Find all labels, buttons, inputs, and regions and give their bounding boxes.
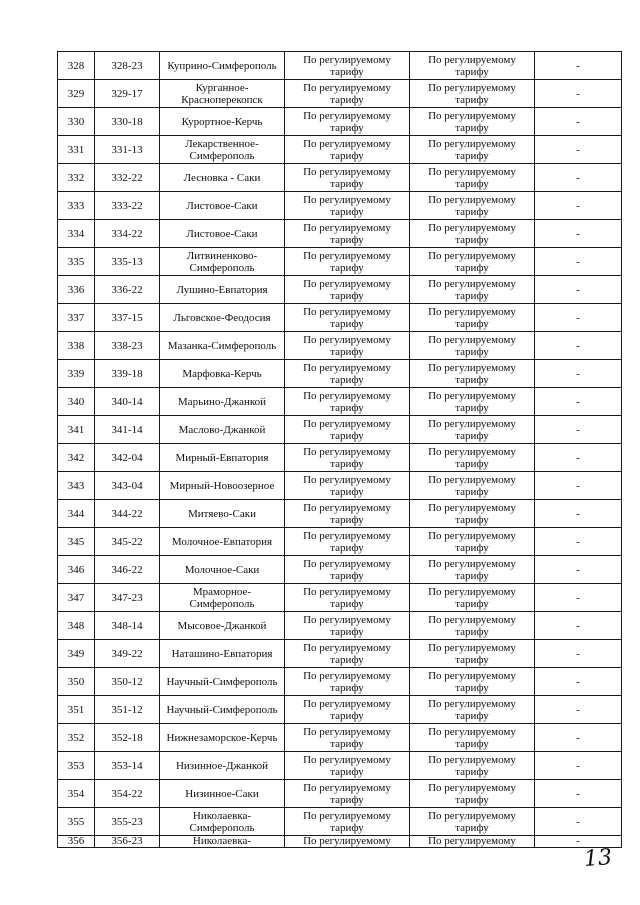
table-row — [58, 640, 622, 668]
row-number: 337 — [58, 304, 95, 332]
tariff-cell-1: По регулируемому — [285, 836, 410, 848]
tariff-cell-1: По регулируемому тарифу — [285, 136, 410, 164]
row-number: 344 — [58, 500, 95, 528]
route-name: Мирный-Евпатория — [160, 444, 285, 472]
tariff-cell-1: По регулируемому тарифу — [285, 500, 410, 528]
route-name: Мраморное-Симферополь — [160, 584, 285, 612]
dash-cell: - — [535, 584, 622, 612]
row-number: 343 — [58, 472, 95, 500]
tariff-cell-2: По регулируемому тарифу — [410, 108, 535, 136]
route-name: Молочное-Саки — [160, 556, 285, 584]
row-number: 333 — [58, 192, 95, 220]
tariff-cell-2: По регулируемому тарифу — [410, 696, 535, 724]
tariff-cell-1: По регулируемому тарифу — [285, 80, 410, 108]
tariff-cell-1: По регулируемому тарифу — [285, 164, 410, 192]
tariff-cell-1: По регулируемому тарифу — [285, 304, 410, 332]
route-name: Льговское-Феодосия — [160, 304, 285, 332]
dash-cell: - — [535, 360, 622, 388]
dash-cell: - — [535, 808, 622, 836]
table-row — [58, 612, 622, 640]
route-code: 353-14 — [95, 752, 160, 780]
route-name: Научный-Симферополь — [160, 696, 285, 724]
route-code: 345-22 — [95, 528, 160, 556]
tariff-cell-2: По регулируемому тарифу — [410, 164, 535, 192]
table-row — [58, 444, 622, 472]
tariff-cell-2: По регулируемому тарифу — [410, 556, 535, 584]
row-number: 338 — [58, 332, 95, 360]
row-number: 348 — [58, 612, 95, 640]
routes-table — [57, 51, 622, 848]
dash-cell: - — [535, 332, 622, 360]
route-name: Листовое-Саки — [160, 220, 285, 248]
dash-cell: - — [535, 192, 622, 220]
route-name: Мирный-Новоозерное — [160, 472, 285, 500]
route-name: Литвиненково-Симферополь — [160, 248, 285, 276]
route-code: 342-04 — [95, 444, 160, 472]
row-number: 331 — [58, 136, 95, 164]
routes-table-body — [58, 52, 622, 848]
tariff-cell-2: По регулируемому тарифу — [410, 304, 535, 332]
tariff-cell-2: По регулируемому тарифу — [410, 416, 535, 444]
route-name: Мазанка-Симферополь — [160, 332, 285, 360]
row-number: 328 — [58, 52, 95, 80]
route-name: Листовое-Саки — [160, 192, 285, 220]
tariff-cell-1: По регулируемому тарифу — [285, 472, 410, 500]
route-code: 336-22 — [95, 276, 160, 304]
row-number: 355 — [58, 808, 95, 836]
route-code: 329-17 — [95, 80, 160, 108]
tariff-cell-1: По регулируемому тарифу — [285, 108, 410, 136]
route-name: Лушино-Евпатория — [160, 276, 285, 304]
dash-cell: - — [535, 80, 622, 108]
route-code: 346-22 — [95, 556, 160, 584]
dash-cell: - — [535, 388, 622, 416]
route-name: Молочное-Евпатория — [160, 528, 285, 556]
route-code: 335-13 — [95, 248, 160, 276]
table-row — [58, 192, 622, 220]
table-row — [58, 304, 622, 332]
route-code: 354-22 — [95, 780, 160, 808]
tariff-cell-2: По регулируемому тарифу — [410, 528, 535, 556]
route-name: Митяево-Саки — [160, 500, 285, 528]
tariff-cell-1: По регулируемому тарифу — [285, 332, 410, 360]
row-number: 353 — [58, 752, 95, 780]
route-code: 344-22 — [95, 500, 160, 528]
dash-cell: - — [535, 836, 622, 848]
row-number: 345 — [58, 528, 95, 556]
route-name: Марьино-Джанкой — [160, 388, 285, 416]
dash-cell: - — [535, 780, 622, 808]
table-row — [58, 108, 622, 136]
row-number: 352 — [58, 724, 95, 752]
table-row — [58, 584, 622, 612]
tariff-cell-1: По регулируемому тарифу — [285, 52, 410, 80]
route-code: 352-18 — [95, 724, 160, 752]
route-code: 331-13 — [95, 136, 160, 164]
row-number: 356 — [58, 836, 95, 848]
route-code: 343-04 — [95, 472, 160, 500]
tariff-cell-1: По регулируемому тарифу — [285, 808, 410, 836]
route-name: Куприно-Симферополь — [160, 52, 285, 80]
route-name: Мысовое-Джанкой — [160, 612, 285, 640]
dash-cell: - — [535, 752, 622, 780]
tariff-cell-2: По регулируемому тарифу — [410, 136, 535, 164]
tariff-cell-1: По регулируемому тарифу — [285, 584, 410, 612]
dash-cell: - — [535, 248, 622, 276]
dash-cell: - — [535, 108, 622, 136]
route-code: 338-23 — [95, 332, 160, 360]
dash-cell: - — [535, 696, 622, 724]
tariff-cell-1: По регулируемому тарифу — [285, 248, 410, 276]
row-number: 341 — [58, 416, 95, 444]
dash-cell: - — [535, 304, 622, 332]
table-row — [58, 248, 622, 276]
table-row — [58, 332, 622, 360]
dash-cell: - — [535, 220, 622, 248]
route-code: 340-14 — [95, 388, 160, 416]
table-row — [58, 752, 622, 780]
route-code: 350-12 — [95, 668, 160, 696]
route-name: Марфовка-Керчь — [160, 360, 285, 388]
dash-cell: - — [535, 164, 622, 192]
dash-cell: - — [535, 52, 622, 80]
row-number: 329 — [58, 80, 95, 108]
dash-cell: - — [535, 556, 622, 584]
row-number: 339 — [58, 360, 95, 388]
table-row — [58, 220, 622, 248]
tariff-cell-2: По регулируемому тарифу — [410, 472, 535, 500]
route-code: 333-22 — [95, 192, 160, 220]
tariff-cell-1: По регулируемому тарифу — [285, 192, 410, 220]
tariff-cell-2: По регулируемому — [410, 836, 535, 848]
route-name: Лекарственное-Симферополь — [160, 136, 285, 164]
route-code: 337-15 — [95, 304, 160, 332]
table-row — [58, 276, 622, 304]
table-row — [58, 472, 622, 500]
row-number: 349 — [58, 640, 95, 668]
row-number: 354 — [58, 780, 95, 808]
route-code: 355-23 — [95, 808, 160, 836]
tariff-cell-1: По регулируемому тарифу — [285, 276, 410, 304]
tariff-cell-2: По регулируемому тарифу — [410, 780, 535, 808]
route-code: 332-22 — [95, 164, 160, 192]
row-number: 342 — [58, 444, 95, 472]
route-code: 347-23 — [95, 584, 160, 612]
tariff-cell-2: По регулируемому тарифу — [410, 640, 535, 668]
dash-cell: - — [535, 528, 622, 556]
dash-cell: - — [535, 276, 622, 304]
route-code: 349-22 — [95, 640, 160, 668]
route-name: Нижнезаморское-Керчь — [160, 724, 285, 752]
tariff-cell-2: По регулируемому тарифу — [410, 500, 535, 528]
route-code: 330-18 — [95, 108, 160, 136]
tariff-cell-2: По регулируемому тарифу — [410, 52, 535, 80]
route-name: Курганное-Красноперекопск — [160, 80, 285, 108]
tariff-cell-2: По регулируемому тарифу — [410, 388, 535, 416]
tariff-cell-2: По регулируемому тарифу — [410, 724, 535, 752]
tariff-cell-2: По регулируемому тарифу — [410, 752, 535, 780]
row-number: 335 — [58, 248, 95, 276]
route-name: Наташино-Евпатория — [160, 640, 285, 668]
table-row-partial — [58, 836, 622, 848]
route-name: Николаевка- — [160, 836, 285, 848]
row-number: 350 — [58, 668, 95, 696]
route-name: Научный-Симферополь — [160, 668, 285, 696]
tariff-cell-2: По регулируемому тарифу — [410, 612, 535, 640]
tariff-cell-1: По регулируемому тарифу — [285, 444, 410, 472]
route-code: 328-23 — [95, 52, 160, 80]
route-code: 339-18 — [95, 360, 160, 388]
row-number: 351 — [58, 696, 95, 724]
tariff-cell-1: По регулируемому тарифу — [285, 724, 410, 752]
dash-cell: - — [535, 724, 622, 752]
row-number: 332 — [58, 164, 95, 192]
table-row — [58, 724, 622, 752]
tariff-cell-2: По регулируемому тарифу — [410, 220, 535, 248]
dash-cell: - — [535, 668, 622, 696]
table-row — [58, 668, 622, 696]
route-name: Низинное-Джанкой — [160, 752, 285, 780]
route-name: Курортное-Керчь — [160, 108, 285, 136]
tariff-cell-2: По регулируемому тарифу — [410, 668, 535, 696]
dash-cell: - — [535, 444, 622, 472]
row-number: 336 — [58, 276, 95, 304]
table-row — [58, 136, 622, 164]
table-row — [58, 808, 622, 836]
row-number: 340 — [58, 388, 95, 416]
tariff-cell-1: По регулируемому тарифу — [285, 388, 410, 416]
tariff-cell-2: По регулируемому тарифу — [410, 584, 535, 612]
tariff-cell-1: По регулируемому тарифу — [285, 528, 410, 556]
tariff-cell-1: По регулируемому тарифу — [285, 416, 410, 444]
dash-cell: - — [535, 640, 622, 668]
route-code: 334-22 — [95, 220, 160, 248]
table-row — [58, 500, 622, 528]
table-row — [58, 696, 622, 724]
table-row — [58, 388, 622, 416]
route-name: Маслово-Джанкой — [160, 416, 285, 444]
table-row — [58, 80, 622, 108]
tariff-cell-2: По регулируемому тарифу — [410, 444, 535, 472]
route-name: Низинное-Саки — [160, 780, 285, 808]
tariff-cell-1: По регулируемому тарифу — [285, 696, 410, 724]
tariff-cell-1: По регулируемому тарифу — [285, 220, 410, 248]
page-number: 13 — [583, 845, 613, 872]
route-code: 356-23 — [95, 836, 160, 848]
tariff-cell-2: По регулируемому тарифу — [410, 276, 535, 304]
route-code: 351-12 — [95, 696, 160, 724]
tariff-cell-2: По регулируемому тарифу — [410, 332, 535, 360]
tariff-cell-1: По регулируемому тарифу — [285, 360, 410, 388]
tariff-cell-1: По регулируемому тарифу — [285, 780, 410, 808]
table-row — [58, 528, 622, 556]
table-row — [58, 416, 622, 444]
tariff-cell-2: По регулируемому тарифу — [410, 360, 535, 388]
table-row — [58, 52, 622, 80]
route-name: Лесновка - Саки — [160, 164, 285, 192]
row-number: 347 — [58, 584, 95, 612]
tariff-cell-2: По регулируемому тарифу — [410, 80, 535, 108]
tariff-cell-1: По регулируемому тарифу — [285, 612, 410, 640]
route-code: 348-14 — [95, 612, 160, 640]
dash-cell: - — [535, 472, 622, 500]
dash-cell: - — [535, 416, 622, 444]
route-code: 341-14 — [95, 416, 160, 444]
tariff-cell-1: По регулируемому тарифу — [285, 752, 410, 780]
tariff-cell-1: По регулируемому тарифу — [285, 640, 410, 668]
tariff-cell-2: По регулируемому тарифу — [410, 192, 535, 220]
tariff-cell-2: По регулируемому тарифу — [410, 808, 535, 836]
tariff-cell-1: По регулируемому тарифу — [285, 668, 410, 696]
tariff-cell-1: По регулируемому тарифу — [285, 556, 410, 584]
dash-cell: - — [535, 136, 622, 164]
row-number: 334 — [58, 220, 95, 248]
dash-cell: - — [535, 500, 622, 528]
row-number: 346 — [58, 556, 95, 584]
table-row — [58, 164, 622, 192]
table-row — [58, 780, 622, 808]
route-name: Николаевка-Симферополь — [160, 808, 285, 836]
row-number: 330 — [58, 108, 95, 136]
table-row — [58, 556, 622, 584]
table-row — [58, 360, 622, 388]
dash-cell: - — [535, 612, 622, 640]
tariff-cell-2: По регулируемому тарифу — [410, 248, 535, 276]
